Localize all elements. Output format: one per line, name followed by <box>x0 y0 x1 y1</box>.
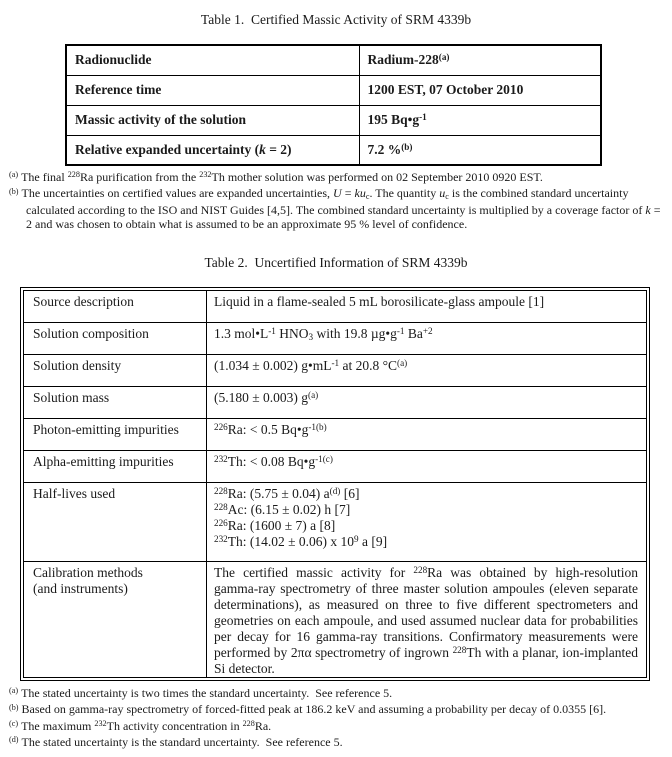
footnote-a <box>9 170 666 186</box>
footnote-text: The final $^{228}$Ra purification from the $^{232}$Th mother solution was performed on 02 September 2010 0920 EST. <box>21 170 543 184</box>
table1-title: Table 1. Certified Massic Activity of SRM 4339b <box>200 12 472 27</box>
table-row <box>24 419 647 451</box>
table2-value-solution-density: (1.034 ± 0.002) $g•mL^{-1}$ at 20.8 $^\circ C^{(a)}$ <box>207 355 647 387</box>
footnote-marker: (b) <box>9 702 19 712</box>
table1-footnotes <box>9 170 666 231</box>
footnote-text: The stated uncertainty is the standard uncertainty. See reference 5. <box>21 734 343 749</box>
table-row <box>66 75 601 105</box>
table2-label-photon-impurities: Photon-emitting impurities <box>24 419 207 451</box>
table2-label-half-lives: Half-lives used <box>24 483 207 562</box>
footnote-a <box>9 686 666 702</box>
table-row <box>24 387 647 419</box>
footnote-marker: (d) <box>9 735 19 745</box>
table2-body <box>24 291 647 678</box>
table2-value-solution-mass: (5.180 ± 0.003) $g^{(a)}$ <box>207 387 647 419</box>
table2-title: Table 2. Uncertified Information of SRM 4339b <box>204 255 468 270</box>
table2-value-solution-composition: 1.3 $mol•L^{-1}$ $HNO_3$ with 19.8 $\mu g•g^{-1}$ $Ba^{+2}$ <box>207 323 647 355</box>
footnote-text: The stated uncertainty is two times the standard uncertainty. See reference 5. <box>21 686 393 700</box>
table-row <box>66 45 601 75</box>
table2-value-photon-impurities: $^{226}$Ra: < 0.5 $Bq•g^{-1(b)}$ <box>207 419 647 451</box>
table2-label-alpha-impurities: Alpha-emitting impurities <box>24 451 207 483</box>
table-row <box>24 483 647 562</box>
table1-label-uncertainty: Relative expanded uncertainty (k = 2) <box>66 135 359 165</box>
table1-value-radionuclide: Radium-228$^{(a)}$ <box>359 45 601 75</box>
table2-label-source-description: Source description <box>24 291 207 323</box>
table-row <box>24 291 647 323</box>
table-row <box>24 451 647 483</box>
table1-label-massic-activity: Massic activity of the solution <box>66 105 359 135</box>
footnote-text: The maximum $^{232}$Th activity concentration in $^{228}$Ra. <box>21 718 272 733</box>
table2-label-solution-composition: Solution composition <box>24 323 207 355</box>
table2-footnotes <box>9 686 666 751</box>
table2-value-half-lives: $^{228}$Ra: (5.75 ± 0.04) $a^{(d)}$ [6] $^{228}$Ac: (6.15 ± 0.02) h [7] $^{226}$Ra: (1600 ± 7) a [8] $^{232}$Th: (14.02 ± 0.06) x $10^9$ a [9] <box>207 483 647 562</box>
table2-outer-border <box>20 287 650 681</box>
table-row <box>66 135 601 165</box>
table2-label-solution-mass: Solution mass <box>24 387 207 419</box>
table2-value-calibration-methods: The certified massic activity for $^{228}$Ra was obtained by high-resolution gamma-ray spectrometry of three master solution ampoules (eleven separate determinations), as measured on three to five different spectrometers and geometries on each ampoule, and used assumed nuclear data for probabilities per decay for 16 gamma-ray transitions. Confirmatory measurements were performed by 2πα spectrometry of ingrown $^{228}$Th with a planar, ion-implanted Si detector. <box>207 562 647 678</box>
table1-label-radionuclide: Radionuclide <box>66 45 359 75</box>
table2-label-solution-density: Solution density <box>24 355 207 387</box>
table1-label-reference-time: Reference time <box>66 75 359 105</box>
table2-value-source-description: Liquid in a flame-sealed 5 mL borosilicate-glass ampoule [1] <box>207 291 647 323</box>
footnote-text: The uncertainties on certified values are expanded uncertainties, $U = ku_c$. The quantity $u_c$ is the combined standard uncertainty calculated according to the ISO and NIST Guides [4,5]. The combined standard uncertainty is multiplied by a coverage factor of k = 2 and was chosen to obtain what is assumed to be an approximate 95 % level of confidence. <box>21 186 661 231</box>
footnote-text: Based on gamma-ray spectrometry of forced-fitted peak at 186.2 keV and assuming a probability per decay of 0.0355 [6]. <box>21 702 607 717</box>
footnote-b <box>9 186 666 231</box>
footnote-d <box>9 735 666 751</box>
table1-body <box>66 45 601 165</box>
footnote-c <box>9 719 666 735</box>
table-row <box>24 323 647 355</box>
table2-value-alpha-impurities: $^{232}$Th: < 0.08 $Bq•g^{-1(c)}$ <box>207 451 647 483</box>
footnote-marker: (a) <box>9 686 19 696</box>
table1-value-uncertainty: 7.2 %$^{(b)}$ <box>359 135 601 165</box>
footnote-b <box>9 702 666 718</box>
table-row <box>66 105 601 135</box>
footnote-marker: (a) <box>9 170 19 180</box>
table1 <box>65 44 602 166</box>
table1-value-massic-activity: 195 $Bq•g^{-1}$ <box>359 105 601 135</box>
table2-label-calibration-methods: Calibration methods (and instruments) <box>24 562 207 678</box>
table-row <box>24 562 647 678</box>
footnote-marker: (b) <box>9 186 19 196</box>
table1-value-reference-time: 1200 EST, 07 October 2010 <box>359 75 601 105</box>
footnote-marker: (c) <box>9 718 19 728</box>
table-row <box>24 355 647 387</box>
table2 <box>23 290 647 678</box>
